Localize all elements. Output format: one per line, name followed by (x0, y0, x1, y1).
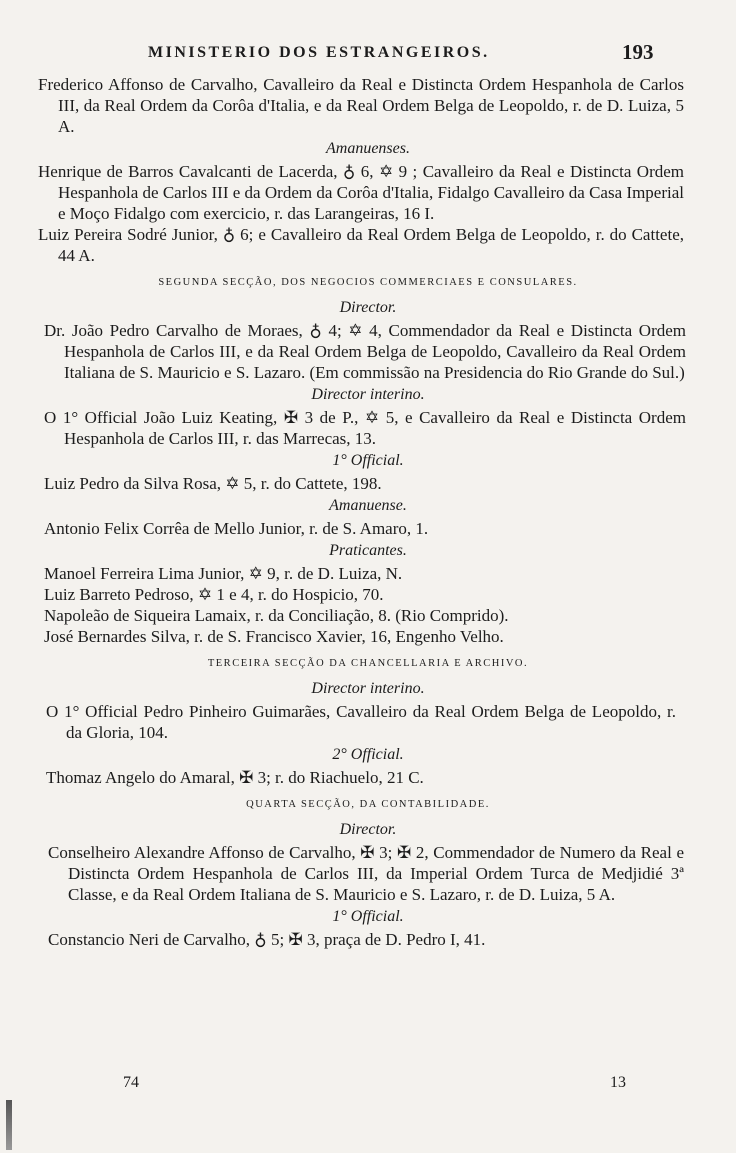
directory-entry: Thomaz Angelo do Amaral, ✠ 3; r. do Riachuelo, 21 C. (46, 768, 424, 787)
subheading: 1° Official. (332, 908, 404, 925)
directory-entry: Constancio Neri de Carvalho, ♁ 5; ✠ 3, praça de D. Pedro I, 41. (48, 930, 486, 949)
subheading: Director. (339, 821, 397, 838)
directory-entry: Napoleão de Siqueira Lamaix, r. da Conciliação, 8. (Rio Comprido). (44, 606, 509, 625)
section-heading: SEGUNDA SECÇÃO, DOS NEGOCIOS COMMERCIAES E CONSULARES. (158, 277, 578, 288)
directory-entry: O 1° Official Pedro Pinheiro Guimarães, Cavalleiro da Real Ordem Belga de Leopoldo, r. da Gloria, 104. (46, 702, 676, 742)
signature-mark-left: 74 (123, 1074, 139, 1091)
directory-entry: Manoel Ferreira Lima Junior, ✡ 9, r. de D. Luiza, N. (44, 564, 403, 583)
directory-entry: Henrique de Barros Cavalcanti de Lacerda, ♁ 6, ✡ 9 ; Cavalleiro da Real e Distincta Ordem Hespanhola de Carlos III e da Ordem da Corôa d'Italia, Fidalgo Cavalleiro da Casa Imperial e Moço Fidalgo com exercicio, r. das Larangeiras, 16 I. (38, 162, 684, 223)
directory-entry: Luiz Pedro da Silva Rosa, ✡ 5, r. do Cattete, 198. (44, 474, 382, 493)
directory-entry: Dr. João Pedro Carvalho de Moraes, ♁ 4; ✡ 4, Commendador da Real e Distincta Ordem Hespanhola de Carlos III, e da Real Ordem Belga de Leopoldo, Cavalleiro da Real Ordem Italiana de S. Mauricio e S. Lazaro. (Em commissão na Presidencia do Rio Grande do Sul.) (44, 321, 686, 382)
subheading: Praticantes. (329, 542, 407, 559)
section-heading: QUARTA SECÇÃO, DA CONTABILIDADE. (246, 799, 490, 810)
directory-entry: O 1° Official João Luiz Keating, ✠ 3 de P., ✡ 5, e Cavalleiro da Real e Distincta Ordem Hespanhola de Carlos III, r. das Marrecas, 13. (44, 408, 686, 448)
signature-mark-right: 13 (610, 1074, 626, 1091)
directory-listing (0, 74, 736, 950)
directory-entry: Frederico Affonso de Carvalho, Cavalleiro da Real e Distincta Ordem Hespanhola de Carlos III, da Real Ordem da Corôa d'Italia, e da Real Ordem Belga de Leopoldo, r. de D. Luiza, 5 A. (38, 75, 684, 136)
subheading: Director interino. (311, 386, 425, 403)
subheading: Director interino. (311, 680, 425, 697)
subheading: Director. (339, 299, 397, 316)
running-title: MINISTERIO DOS ESTRANGEIROS. (148, 44, 490, 61)
ink-smudge (6, 1100, 12, 1150)
directory-entry: Conselheiro Alexandre Affonso de Carvalho, ✠ 3; ✠ 2, Commendador de Numero da Real e Distincta Ordem Hespanhola de Carlos III, da Imperial Ordem Turca de Medjidié 3ª Classe, e da Real Ordem Italiana de S. Mauricio e S. Lazaro, r. de D. Luiza, 5 A. (48, 843, 684, 904)
directory-entry: Antonio Felix Corrêa de Mello Junior, r. de S. Amaro, 1. (44, 519, 429, 538)
section-heading: TERCEIRA SECÇÃO DA CHANCELLARIA E ARCHIVO. (207, 658, 529, 669)
page-footer (0, 1074, 736, 1098)
directory-entry: Luiz Pereira Sodré Junior, ♁ 6; e Cavalleiro da Real Ordem Belga de Leopoldo, r. do Cattete, 44 A. (38, 225, 684, 265)
subheading: Amanuenses. (326, 140, 410, 157)
subheading: 2° Official. (332, 746, 404, 763)
directory-entry: José Bernardes Silva, r. de S. Francisco Xavier, 16, Engenho Velho. (44, 627, 504, 646)
page-number: 193 (622, 40, 654, 64)
subheading: 1° Official. (332, 452, 404, 469)
directory-entry: Luiz Barreto Pedroso, ✡ 1 e 4, r. do Hospicio, 70. (44, 585, 384, 604)
page-header (0, 40, 736, 70)
subheading: Amanuense. (329, 497, 407, 514)
